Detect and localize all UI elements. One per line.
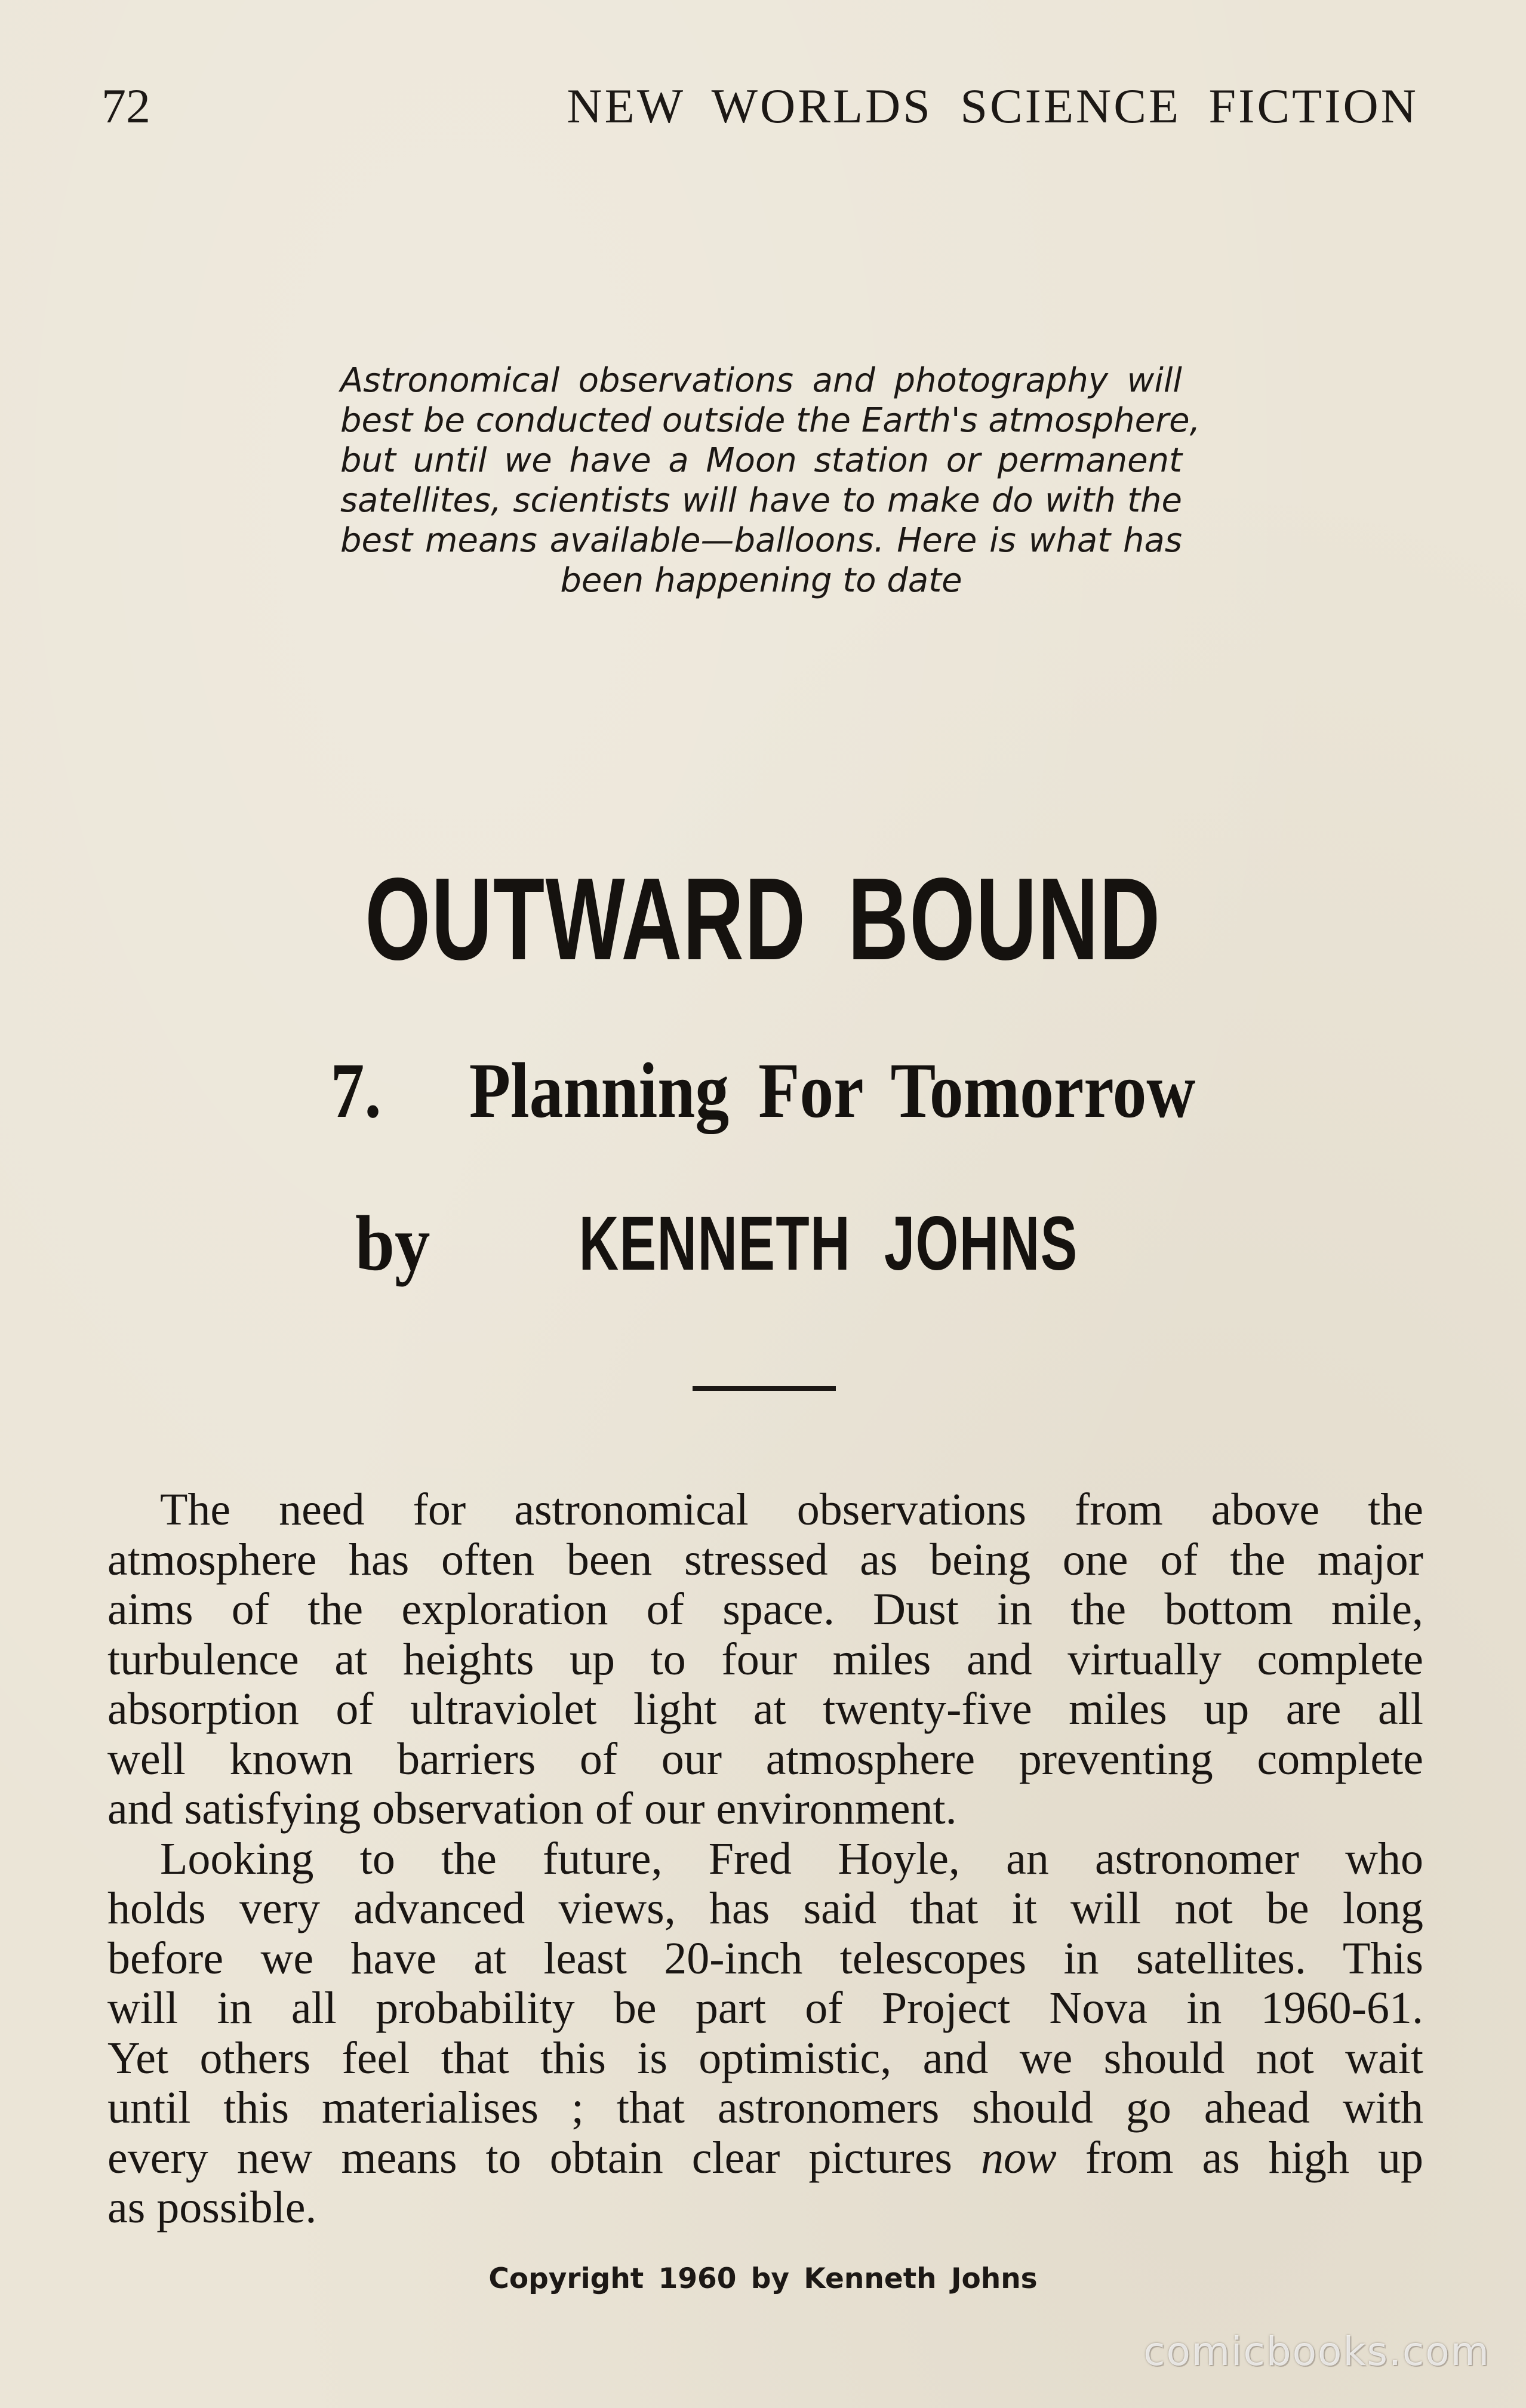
body-line: as possible. <box>107 2182 317 2233</box>
body-line: and satisfying observation of our environment. <box>107 1784 957 1834</box>
magazine-title: NEW WORLDS SCIENCE FICTION <box>567 79 1419 133</box>
article-title: OUTWARD BOUND <box>365 854 1161 984</box>
body-line: Yet others feel that this is optimistic, and we should not wait <box>107 2033 1423 2083</box>
body-line: absorption of ultraviolet light at twenty-five miles up are all <box>107 1684 1423 1734</box>
blurb-line: but until we have a Moon station or permanent <box>340 441 1182 480</box>
body-line-part: from as high up <box>1056 2132 1424 2183</box>
copyright-notice: Copyright 1960 by Kenneth Johns <box>488 2262 1038 2295</box>
blurb-line: best means available—balloons. Here is what has <box>340 521 1182 560</box>
body-line: will in all probability be part of Project Nova in 1960-61. <box>107 1983 1423 2033</box>
article-body <box>107 1485 1423 2233</box>
emphasized-word: now <box>981 2132 1057 2183</box>
article-subtitle: 7. Planning For Tomorrow <box>330 1046 1196 1134</box>
body-line: Looking to the future, Fred Hoyle, an astronomer who <box>160 1833 1423 1884</box>
byline <box>0 1199 1526 1289</box>
body-line: turbulence at heights up to four miles and virtually complete <box>107 1634 1423 1685</box>
body-line-part: every new means to obtain clear pictures <box>107 2132 982 2183</box>
blurb-line: been happening to date <box>560 561 962 600</box>
body-line: atmosphere has often been stressed as being one of the major <box>107 1534 1423 1585</box>
body-line: before we have at least 20-inch telescopes in satellites. This <box>107 1933 1423 1984</box>
blurb-line: best be conducted outside the Earth's atmosphere, <box>340 401 1201 440</box>
body-line: The need for astronomical observations from above the <box>160 1485 1423 1535</box>
section-divider <box>693 1386 836 1391</box>
body-line: holds very advanced views, has said that it will not be long <box>107 1883 1423 1933</box>
article-blurb <box>340 361 1201 601</box>
author-name: KENNETH JOHNS <box>579 1201 1078 1286</box>
page-number: 72 <box>101 79 150 133</box>
site-watermark: comicbooks.com <box>1143 2329 1490 2375</box>
running-header <box>101 76 1419 136</box>
blurb-line: Astronomical observations and photography will <box>340 361 1182 400</box>
blurb-line: satellites, scientists will have to make do with the <box>340 481 1182 520</box>
byline-prefix: by <box>355 1199 430 1287</box>
body-line: until this materialises ; that astronomers should go ahead with <box>107 2083 1423 2133</box>
body-line: well known barriers of our atmosphere preventing complete <box>107 1733 1423 1784</box>
body-line-with-emphasis <box>107 2133 1423 2184</box>
body-line: aims of the exploration of space. Dust in the bottom mile, <box>107 1584 1423 1634</box>
